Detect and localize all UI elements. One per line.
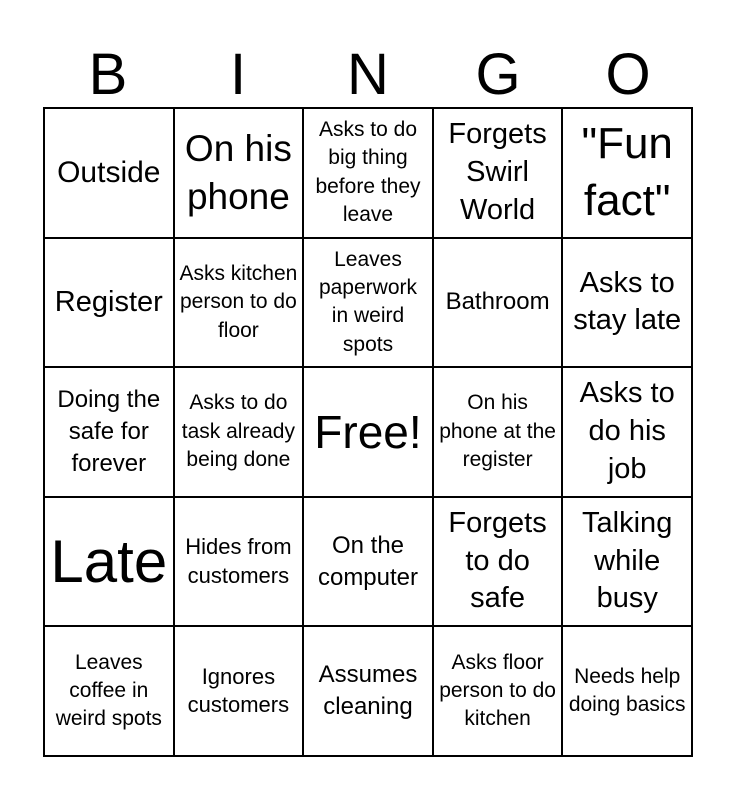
bingo-cell[interactable] bbox=[175, 627, 305, 757]
cell-text: Asks to do his job bbox=[579, 377, 675, 485]
bingo-cell[interactable] bbox=[434, 239, 564, 369]
bingo-cell[interactable] bbox=[304, 109, 434, 239]
header-letter-b: B bbox=[88, 42, 128, 107]
bingo-cell[interactable] bbox=[434, 368, 564, 498]
cell-text: Doing the safe for forever bbox=[57, 386, 161, 477]
cell-text: Asks to do big thing before they leave bbox=[315, 118, 421, 227]
cell-text: "Fun fact" bbox=[581, 119, 673, 225]
bingo-cell[interactable] bbox=[434, 498, 564, 628]
cell-text: On his phone at the register bbox=[439, 391, 556, 472]
cell-text: Outside bbox=[57, 156, 161, 190]
bingo-cell[interactable] bbox=[304, 239, 434, 369]
cell-text: Assumes cleaning bbox=[318, 661, 418, 721]
bingo-cell[interactable] bbox=[304, 627, 434, 757]
bingo-cell[interactable] bbox=[563, 368, 693, 498]
cell-text: Asks kitchen person to do floor bbox=[179, 261, 298, 342]
bingo-cell[interactable] bbox=[434, 109, 564, 239]
header-letter-g: G bbox=[475, 42, 521, 107]
bingo-cell[interactable] bbox=[563, 109, 693, 239]
free-space[interactable] bbox=[304, 368, 434, 498]
bingo-cell[interactable] bbox=[45, 627, 175, 757]
bingo-cell[interactable] bbox=[563, 627, 693, 757]
bingo-cell[interactable] bbox=[563, 498, 693, 628]
cell-text: Forgets Swirl World bbox=[448, 118, 547, 226]
bingo-cell[interactable] bbox=[175, 109, 305, 239]
bingo-cell[interactable] bbox=[434, 627, 564, 757]
cell-text: Asks to do task already being done bbox=[181, 391, 295, 472]
cell-text: Forgets to do safe bbox=[448, 507, 547, 615]
bingo-cell[interactable] bbox=[175, 368, 305, 498]
cell-text: Hides from customers bbox=[185, 534, 292, 588]
bingo-board bbox=[43, 107, 693, 757]
bingo-cell[interactable] bbox=[45, 368, 175, 498]
cell-text: Needs help doing basics bbox=[568, 664, 686, 717]
cell-text: Ignores customers bbox=[187, 663, 290, 718]
bingo-header bbox=[43, 42, 693, 108]
bingo-cell[interactable] bbox=[175, 239, 305, 369]
cell-text: Bathroom bbox=[445, 288, 550, 316]
cell-text: Asks to stay late bbox=[573, 266, 682, 337]
cell-text: Leaves coffee in weird spots bbox=[55, 650, 162, 731]
cell-text: Register bbox=[54, 285, 163, 318]
bingo-cell[interactable] bbox=[45, 109, 175, 239]
bingo-cell[interactable] bbox=[175, 498, 305, 628]
header-letter-o: O bbox=[605, 42, 651, 107]
bingo-cell[interactable] bbox=[563, 239, 693, 369]
bingo-cell[interactable] bbox=[304, 498, 434, 628]
cell-text: Talking while busy bbox=[582, 507, 673, 615]
bingo-cell[interactable] bbox=[45, 239, 175, 369]
cell-text: Free! bbox=[314, 405, 422, 458]
cell-text: Leaves paperwork in weird spots bbox=[318, 247, 418, 356]
header-letter-n: N bbox=[347, 42, 389, 107]
cell-text: On the computer bbox=[317, 531, 419, 591]
cell-text: Asks floor person to do kitchen bbox=[439, 650, 556, 731]
cell-text: On his phone bbox=[184, 127, 292, 217]
bingo-cell[interactable] bbox=[45, 498, 175, 628]
cell-text: Late bbox=[50, 528, 168, 596]
header-letter-i: I bbox=[229, 42, 247, 107]
